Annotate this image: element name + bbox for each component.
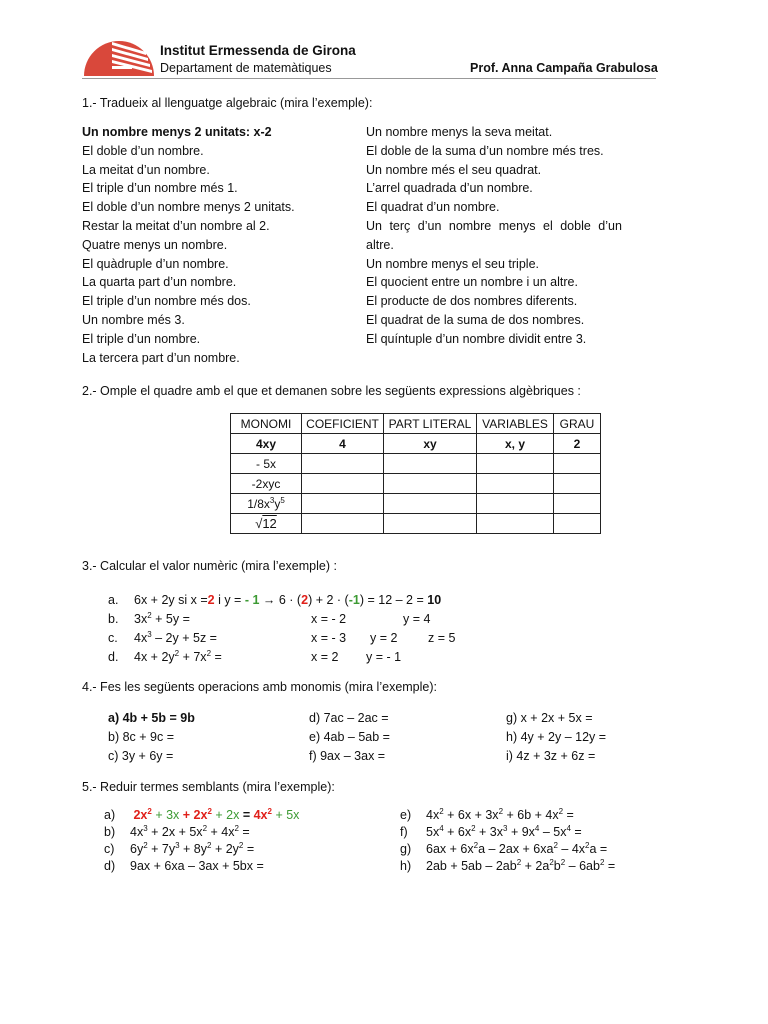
q1-item: altre. <box>366 237 394 252</box>
q1-item: Un nombre més el seu quadrat. <box>366 162 542 177</box>
table-row <box>231 494 601 514</box>
q1-item: El triple d’un nombre. <box>82 331 201 346</box>
q1-item: Un nombre més 3. <box>82 312 185 327</box>
q4-col1 <box>108 709 195 766</box>
q3-item-a: a. 6x + 2y si x =2 i y = - 1 → 6 · (2) + 2 · (-1) = 12 – 2 = 10 <box>108 593 442 607</box>
q4-item: d) 7ac – 2ac = <box>309 711 389 725</box>
cell-monomial: - 5x <box>231 454 302 474</box>
monomial-table <box>230 413 601 534</box>
teacher-name: Prof. Anna Campaña Grabulosa <box>470 61 658 75</box>
q4-item: c) 3y + 6y = <box>108 749 174 763</box>
q2-title: 2.- Omple el quadre amb el que et demanen sobre les següents expressions algèbriques : <box>82 384 581 398</box>
q4-title: 4.- Fes les següents operacions amb monomis (mira l’exemple): <box>82 680 437 694</box>
q1-example: Un nombre menys 2 unitats: x-2 <box>82 125 272 139</box>
q5-item-h: h) $2ab + 5ab - 2ab^2 + 2a^2b^2 - 6ab^2$ = <box>400 857 616 873</box>
answer-cell[interactable] <box>477 494 554 514</box>
q1-item: Quatre menys un nombre. <box>82 237 228 252</box>
q5-item-g: g) $6ax + 6x^2a - 2ax + 6xa^2 - 4x^2a$ = <box>400 840 608 856</box>
answer-cell[interactable] <box>554 454 601 474</box>
q5-left-list <box>104 807 299 875</box>
q1-item: La meitat d’un nombre. <box>82 162 210 177</box>
answer-cell[interactable] <box>384 514 477 534</box>
answer-cell[interactable] <box>477 454 554 474</box>
q1-item: Un nombre menys el seu triple. <box>366 256 539 271</box>
q1-item: Restar la meitat d’un nombre al 2. <box>82 218 270 233</box>
q3-item-d: d. $4x + 2y^2 + 7x^2$ = x = 2 y = - 1 <box>108 648 402 664</box>
answer-cell[interactable] <box>554 514 601 534</box>
q3-item-b: b. $3x^2 + 5y$ = x = - 2 y = 4 <box>108 610 431 626</box>
q1-item: El quíntuple d’un nombre dividit entre 3. <box>366 331 587 346</box>
answer-cell[interactable] <box>477 514 554 534</box>
cell: 2 <box>554 434 601 454</box>
q5-right-list <box>400 807 615 875</box>
q1-left-column <box>82 123 295 367</box>
q1-item: El quadrat d’un nombre. <box>366 200 500 215</box>
table-row <box>231 514 601 534</box>
cell: 4 <box>302 434 384 454</box>
table-row <box>231 474 601 494</box>
q4-col2 <box>309 709 390 766</box>
q4-item: e) 4ab – 5ab = <box>309 730 390 744</box>
q1-item: El doble d’un nombre. <box>82 143 204 158</box>
q4-example: a) 4b + 5b = 9b <box>108 711 195 725</box>
answer-cell[interactable] <box>302 474 384 494</box>
q5-item-e: e) $4x^2 + 6x + 3x^2 + 6b + 4x^2$ = <box>400 806 574 822</box>
answer-cell[interactable] <box>302 454 384 474</box>
institution-logo <box>84 30 154 76</box>
header-coeficient: COEFICIENT <box>302 414 384 434</box>
header-divider <box>82 78 656 79</box>
answer-cell[interactable] <box>554 474 601 494</box>
cell-monomial: √12 <box>231 514 302 534</box>
q1-right-column <box>366 123 632 349</box>
q1-item: Un terç d’un nombre menys el doble d’un <box>366 218 622 233</box>
department-name: Departament de matemàtiques <box>160 61 332 75</box>
table-row <box>231 454 601 474</box>
q1-item: El quàdruple d’un nombre. <box>82 256 229 271</box>
table-header-row <box>231 414 601 434</box>
answer-cell[interactable] <box>384 474 477 494</box>
q5-item-b: b) $4x^3 + 2x + 5x^2 + 4x^2$ = <box>104 823 250 839</box>
cell: x, y <box>477 434 554 454</box>
q1-title: 1.- Tradueix al llenguatge algebraic (mira l’exemple): <box>82 96 373 110</box>
answer-cell[interactable] <box>477 474 554 494</box>
cell: xy <box>384 434 477 454</box>
q5-item-a: a) $2x^2 + 3x + 2x^2 + 2x = 4x^2 + 5x$ <box>104 806 300 822</box>
q1-item: El quadrat de la suma de dos nombres. <box>366 312 585 327</box>
answer-cell[interactable] <box>384 454 477 474</box>
q1-item: El quocient entre un nombre i un altre. <box>366 275 578 290</box>
q3-item-c: c. $4x^3 - 2y + 5z$ = x = - 3 y = 2 z = 5 <box>108 629 456 645</box>
cell: 4xy <box>231 434 302 454</box>
q4-item: b) 8c + 9c = <box>108 730 175 744</box>
q5-title: 5.- Reduir termes semblants (mira l’exemple): <box>82 780 335 794</box>
header-part-literal: PART LITERAL <box>384 414 477 434</box>
q1-item: La tercera part d’un nombre. <box>82 350 240 365</box>
answer-cell[interactable] <box>384 494 477 514</box>
q1-item: El doble de la suma d’un nombre més tres. <box>366 143 604 158</box>
q1-item: El triple d’un nombre més dos. <box>82 294 251 309</box>
q1-item: L’arrel quadrada d’un nombre. <box>366 181 533 196</box>
q1-item: El producte de dos nombres diferents. <box>366 294 578 309</box>
header-monomi: MONOMI <box>231 414 302 434</box>
table-row-example <box>231 434 601 454</box>
institution-name: Institut Ermessenda de Girona <box>160 43 356 58</box>
cell-monomial: $1/8x^3y^5$ <box>231 494 302 514</box>
q1-item: El doble d’un nombre menys 2 unitats. <box>82 200 295 215</box>
q4-item: i) 4z + 3z + 6z = <box>506 749 596 763</box>
q4-item: f) 9ax – 3ax = <box>309 749 386 763</box>
q3-title: 3.- Calcular el valor numèric (mira l’exemple) : <box>82 559 337 573</box>
q1-item: El triple d’un nombre més 1. <box>82 181 238 196</box>
header-grau: GRAU <box>554 414 601 434</box>
q4-item: g) x + 2x + 5x = <box>506 711 593 725</box>
answer-cell[interactable] <box>302 494 384 514</box>
q3-list <box>108 591 456 667</box>
q1-item: La quarta part d’un nombre. <box>82 275 237 290</box>
q5-item-c: c) $6y^2 + 7y^3 + 8y^2 + 2y^2$ = <box>104 840 255 856</box>
cell-monomial: -2xyc <box>231 474 302 494</box>
q4-col3 <box>506 709 606 766</box>
answer-cell[interactable] <box>302 514 384 534</box>
q4-item: h) 4y + 2y – 12y = <box>506 730 607 744</box>
header-variables: VARIABLES <box>477 414 554 434</box>
q5-item-f: f) $5x^4 + 6x^2 + 3x^3 + 9x^4 - 5x^4$ = <box>400 823 582 839</box>
answer-cell[interactable] <box>554 494 601 514</box>
q1-item: Un nombre menys la seva meitat. <box>366 125 553 139</box>
q5-item-d: d) 9ax + 6xa – 3ax + 5bx = <box>104 859 264 873</box>
